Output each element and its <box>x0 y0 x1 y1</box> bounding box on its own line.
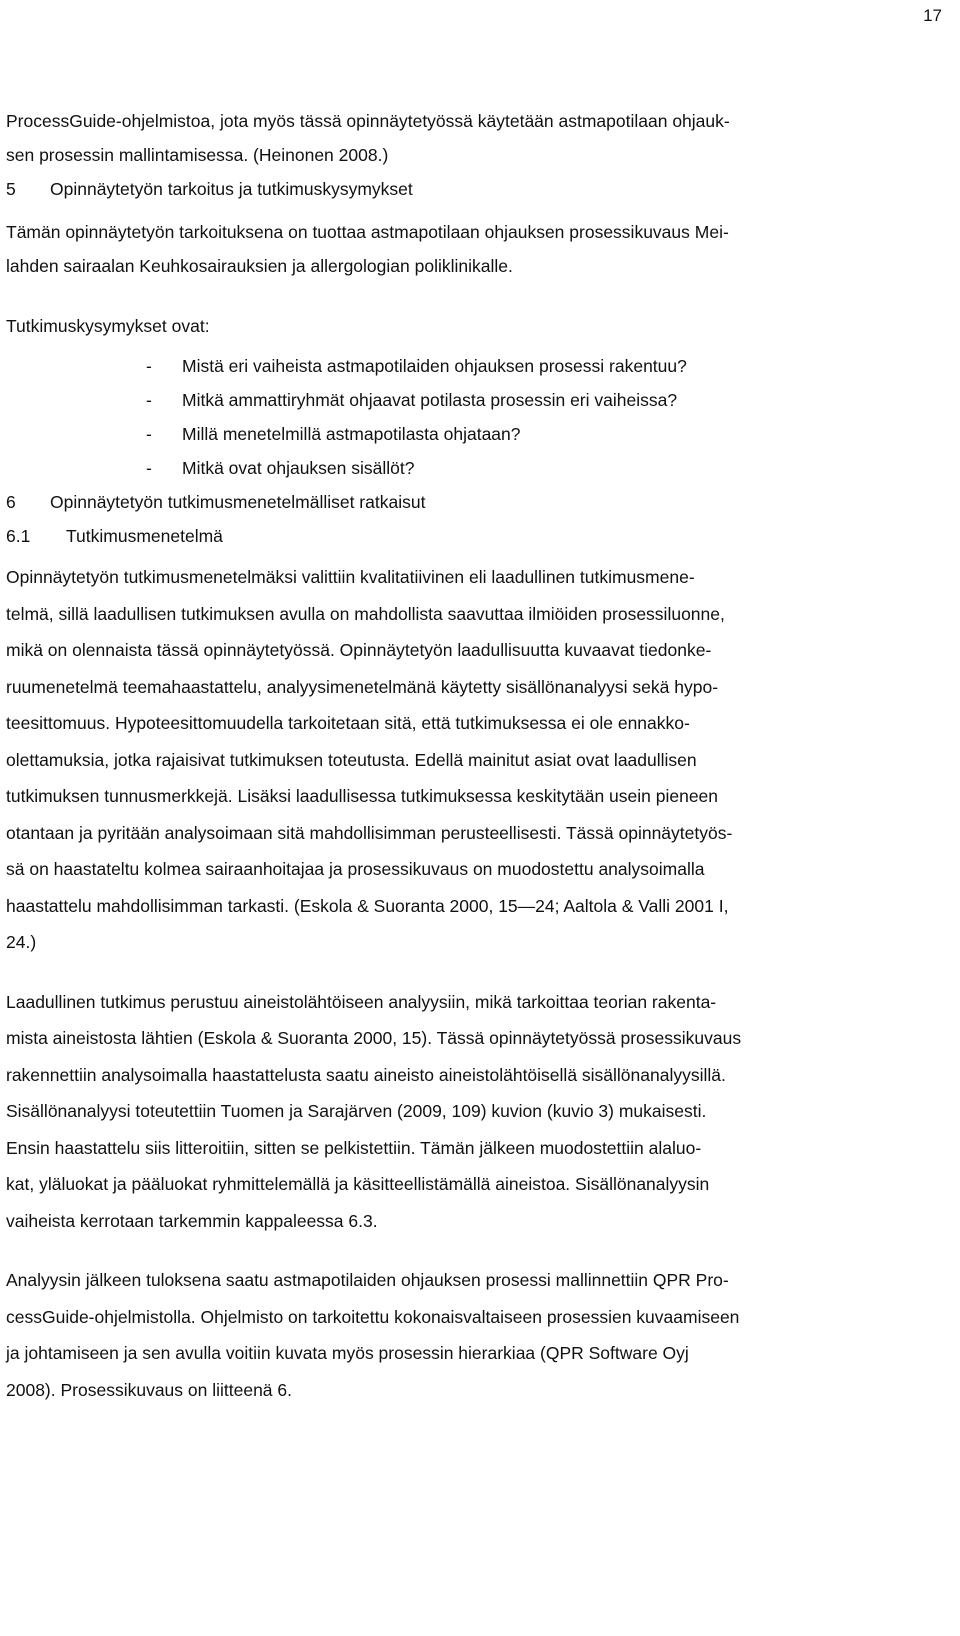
method-paragraph-1 <box>6 559 953 961</box>
question-text: Mitkä ovat ohjauksen sisällöt? <box>182 458 415 478</box>
list-item <box>6 451 953 485</box>
text-line: Sisällönanalyysi toteutettiin Tuomen ja Sarajärven (2009, 109) kuvion (kuvio 3) mukaisesti. <box>6 1101 707 1121</box>
text-line: mikä on olennaista tässä opinnäytetyössä. Opinnäytetyön laadullisuutta kuvaavat tiedonke- <box>6 640 712 660</box>
heading-section-6-1 <box>6 519 953 553</box>
page-number: 17 <box>923 6 942 25</box>
aim-paragraph <box>6 215 953 283</box>
bullet-dash: - <box>146 390 152 410</box>
heading-number: 6 <box>6 492 16 512</box>
heading-section-5 <box>6 172 953 206</box>
text-line: mista aineistosta lähtien (Eskola & Suoranta 2000, 15). Tässä opinnäytetyössä prosessikuvaus <box>6 1028 742 1048</box>
text-line: rakennettiin analysoimalla haastattelusta saatu aineisto aineistolähtöisellä sisällönanalyysillä. <box>6 1064 726 1085</box>
text-line: otantaan ja pyritään analysoimaan sitä mahdollisimman perusteellisesti. Tässä opinnäytetyös- <box>6 822 733 843</box>
text-line: Ensin haastattelu siis litteroitiin, sitten se pelkistettiin. Tämän jälkeen muodostettiin alaluo- <box>6 1137 702 1158</box>
research-questions-list <box>6 349 953 485</box>
heading-number: 5 <box>6 179 16 199</box>
bullet-dash: - <box>146 356 152 376</box>
text-line: olettamuksia, jotka rajaisivat tutkimuksen toteutusta. Edellä mainitut asiat ovat laadullisen <box>6 749 697 770</box>
method-paragraph-2 <box>6 984 953 1240</box>
list-item <box>6 383 953 417</box>
heading-title: Opinnäytetyön tarkoitus ja tutkimuskysymykset <box>50 179 413 199</box>
text-line: 24.) <box>6 932 37 952</box>
bullet-dash: - <box>146 424 152 444</box>
text-line: cessGuide-ohjelmistolla. Ohjelmisto on tarkoitettu kokonaisvaltaiseen prosessien kuvaamiseen <box>6 1306 740 1327</box>
heading-number: 6.1 <box>6 526 31 546</box>
text-line: vaiheista kerrotaan tarkemmin kappaleessa 6.3. <box>6 1210 378 1231</box>
question-text: Millä menetelmillä astmapotilasta ohjataan? <box>182 424 521 444</box>
text-line: Opinnäytetyön tutkimusmenetelmäksi valittiin kvalitatiivinen eli laadullinen tutkimusmene- <box>6 567 695 587</box>
text-line: kat, yläluokat ja pääluokat ryhmittelemällä ja käsitteellistämällä aineistoa. Sisällönanalyysin <box>6 1174 710 1194</box>
text-line: ja johtamiseen ja sen avulla voitiin kuvata myös prosessin hierarkiaa (QPR Software Oyj <box>6 1343 689 1363</box>
intro-paragraph <box>6 104 953 172</box>
text-line: sä on haastateltu kolmea sairaanhoitajaa ja prosessikuvaus on muodostettu analysoimalla <box>6 859 705 879</box>
heading-title: Tutkimusmenetelmä <box>66 526 223 546</box>
text-line: tutkimuksen tunnusmerkkejä. Lisäksi laadullisessa tutkimuksessa keskitytään usein pieneen <box>6 786 719 806</box>
heading-title: Opinnäytetyön tutkimusmenetelmälliset ratkaisut <box>50 492 426 512</box>
text-line: ProcessGuide-ohjelmistoa, jota myös tässä opinnäytetyössä käytetään astmapotilaan ohjauk- <box>6 111 730 131</box>
text-line: telmä, sillä laadullisen tutkimuksen avulla on mahdollista saavuttaa ilmiöiden prosessiluonne, <box>6 603 725 624</box>
text-line: 2008). Prosessikuvaus on liitteenä 6. <box>6 1379 292 1400</box>
text-line: teesittomuus. Hypoteesittomuudella tarkoitetaan sitä, että tutkimuksessa ei ole ennakko- <box>6 713 690 733</box>
questions-intro: Tutkimuskysymykset ovat: <box>6 316 210 336</box>
text-line: Laadullinen tutkimus perustuu aineistolähtöiseen analyysiin, mikä tarkoittaa teorian rakenta- <box>6 991 717 1012</box>
list-item <box>6 417 953 451</box>
bullet-dash: - <box>146 458 152 478</box>
text-line: Analyysin jälkeen tuloksena saatu astmapotilaiden ohjauksen prosessi mallinnettiin QPR Pro- <box>6 1270 729 1290</box>
text-line: sen prosessin mallintamisessa. (Heinonen 2008.) <box>6 145 389 165</box>
text-line: ruumenetelmä teemahaastattelu, analyysimenetelmänä käytetty sisällönanalyysi sekä hypo- <box>6 676 719 697</box>
list-item <box>6 349 953 383</box>
heading-section-6 <box>6 485 953 519</box>
text-line: Tämän opinnäytetyön tarkoituksena on tuottaa astmapotilaan ohjauksen prosessikuvaus Mei- <box>6 222 729 242</box>
document-body <box>6 104 953 1408</box>
text-line: haastattelu mahdollisimman tarkasti. (Eskola & Suoranta 2000, 15—24; Aaltola & Valli 2001 I, <box>6 895 729 916</box>
method-paragraph-3 <box>6 1262 953 1408</box>
question-text: Mitkä ammattiryhmät ohjaavat potilasta prosessin eri vaiheissa? <box>182 390 678 410</box>
question-text: Mistä eri vaiheista astmapotilaiden ohjauksen prosessi rakentuu? <box>182 356 687 376</box>
text-line: lahden sairaalan Keuhkosairauksien ja allergologian poliklinikalle. <box>6 256 513 276</box>
